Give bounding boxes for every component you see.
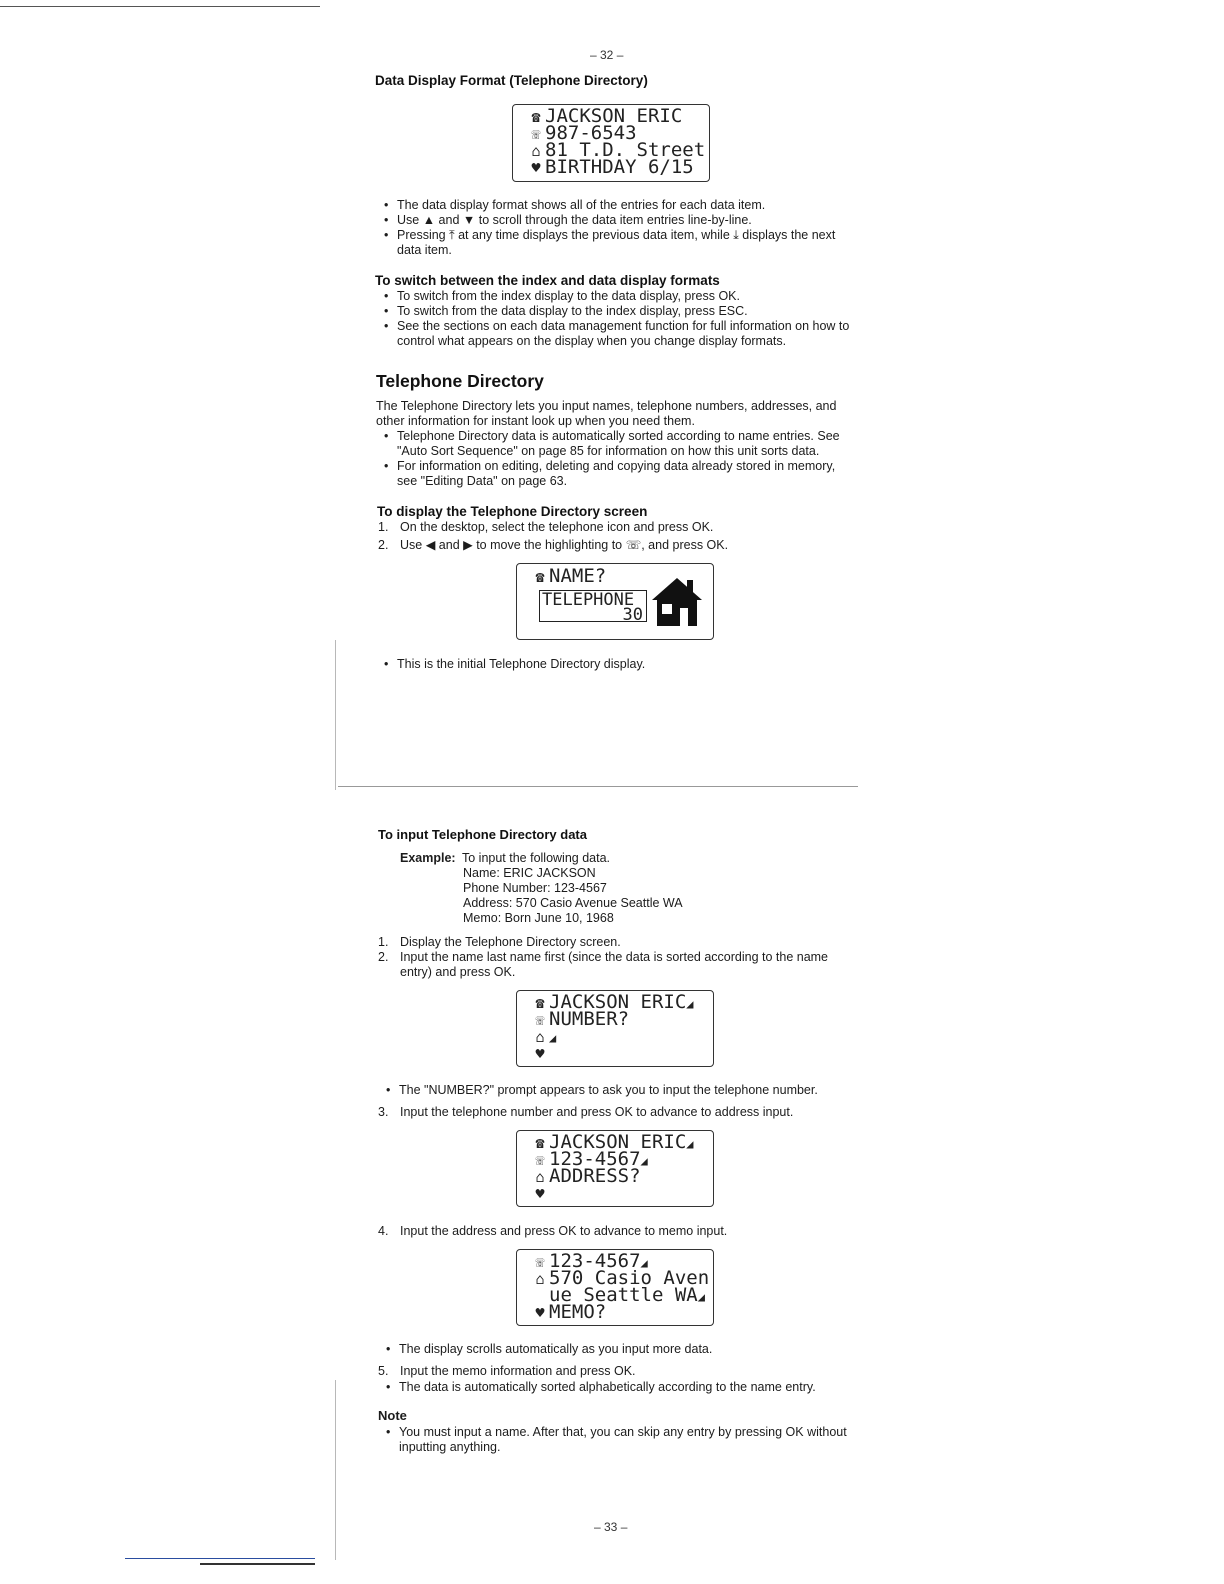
page-divider xyxy=(338,786,858,787)
enter-mark-icon: ◢ xyxy=(640,1256,648,1270)
bottom-edge-rule-dark xyxy=(200,1563,315,1565)
lcd-memo-line: BIRTHDAY 6/15 xyxy=(545,156,694,178)
enter-mark-icon: ◢ xyxy=(686,1137,694,1151)
section-heading-telephone-directory: Telephone Directory xyxy=(376,371,544,391)
person-phone-icon: ☎ xyxy=(531,108,541,126)
spine-rule-lower xyxy=(335,1380,336,1560)
entry-count: 30 xyxy=(622,605,643,625)
lcd-name-line: JACKSON ERIC xyxy=(549,1131,687,1153)
telephone-label: TELEPHONE xyxy=(542,590,635,610)
house-icon: ⌂ xyxy=(535,1270,545,1288)
lcd-number-prompt-text: NUMBER? xyxy=(549,1008,630,1030)
person-phone-icon: ☎ xyxy=(535,994,545,1012)
section-heading-display-screen: To display the Telephone Directory screen xyxy=(377,504,648,519)
telephone-icon: ☏ xyxy=(535,1253,545,1271)
telephone-count-box xyxy=(539,590,647,625)
lcd-address-line-2: ue Seattle WA xyxy=(549,1284,698,1306)
lcd-number-line: 987-6543 xyxy=(545,122,637,144)
house-icon: ⌂ xyxy=(531,142,541,160)
telephone-directory-intro: The Telephone Directory lets you input names, telephone numbers, addresses, and other information for instant look up when you need them. xyxy=(376,399,837,428)
example-line: Address: 570 Casio Avenue Seattle WA xyxy=(463,896,683,910)
lcd-address-prompt xyxy=(516,1130,714,1207)
spine-rule-upper xyxy=(335,640,336,790)
house-icon xyxy=(647,572,707,632)
enter-mark-icon: ◢ xyxy=(686,997,694,1011)
telephone-icon: ☏ xyxy=(535,1011,545,1029)
note-heading: Note xyxy=(378,1408,407,1423)
memo-icon: ♥ xyxy=(535,1304,545,1322)
enter-mark-icon: ◢ xyxy=(640,1154,648,1168)
lcd-number-line: 123-4567 xyxy=(549,1250,641,1272)
example-intro: To input the following data. xyxy=(462,851,611,865)
enter-mark-icon: ◢ xyxy=(697,1290,705,1304)
page-number-bottom: – 33 – xyxy=(594,1520,628,1534)
memo-icon: ♥ xyxy=(535,1185,545,1203)
lcd-initial-display xyxy=(516,563,714,640)
telephone-icon: ☏ xyxy=(531,125,541,143)
section-heading-input-data: To input Telephone Directory data xyxy=(378,827,587,842)
house-icon: ⌂ xyxy=(535,1168,545,1186)
lcd-name-line: JACKSON ERIC xyxy=(545,105,683,127)
example-line: Name: ERIC JACKSON xyxy=(463,866,596,880)
top-edge-rule xyxy=(0,6,320,7)
section-heading-data-display: Data Display Format (Telephone Directory) xyxy=(375,73,648,88)
person-phone-icon: ☎ xyxy=(535,568,545,586)
section-heading-switch-formats: To switch between the index and data display formats xyxy=(375,273,720,288)
memo-icon: ♥ xyxy=(531,159,541,177)
lcd-memo-prompt-text: MEMO? xyxy=(549,1301,607,1323)
lcd-address-line: 81 T.D. Street xyxy=(545,139,706,161)
lcd-number-prompt xyxy=(516,990,714,1067)
page-number-top: – 32 – xyxy=(590,48,624,62)
lcd-name-line: JACKSON ERIC xyxy=(549,991,687,1013)
lcd-number-line: 123-4567 xyxy=(549,1148,641,1170)
example-label: Example: xyxy=(400,851,456,865)
memo-icon: ♥ xyxy=(535,1045,545,1063)
lcd-memo-prompt xyxy=(516,1249,714,1326)
example-line: Memo: Born June 10, 1968 xyxy=(463,911,614,925)
person-phone-icon: ☎ xyxy=(535,1134,545,1152)
lcd-address-line-1: 570 Casio Aven xyxy=(549,1267,710,1289)
telephone-icon: ☏ xyxy=(535,1151,545,1169)
lcd-name-prompt: NAME? xyxy=(549,565,607,587)
house-icon: ⌂ xyxy=(535,1028,545,1046)
lcd-address-prompt-text: ADDRESS? xyxy=(549,1165,641,1187)
example-line: Phone Number: 123-4567 xyxy=(463,881,607,895)
lcd-data-display xyxy=(512,104,710,182)
bottom-edge-rule xyxy=(125,1558,315,1559)
enter-mark-icon: ◢ xyxy=(549,1031,557,1045)
